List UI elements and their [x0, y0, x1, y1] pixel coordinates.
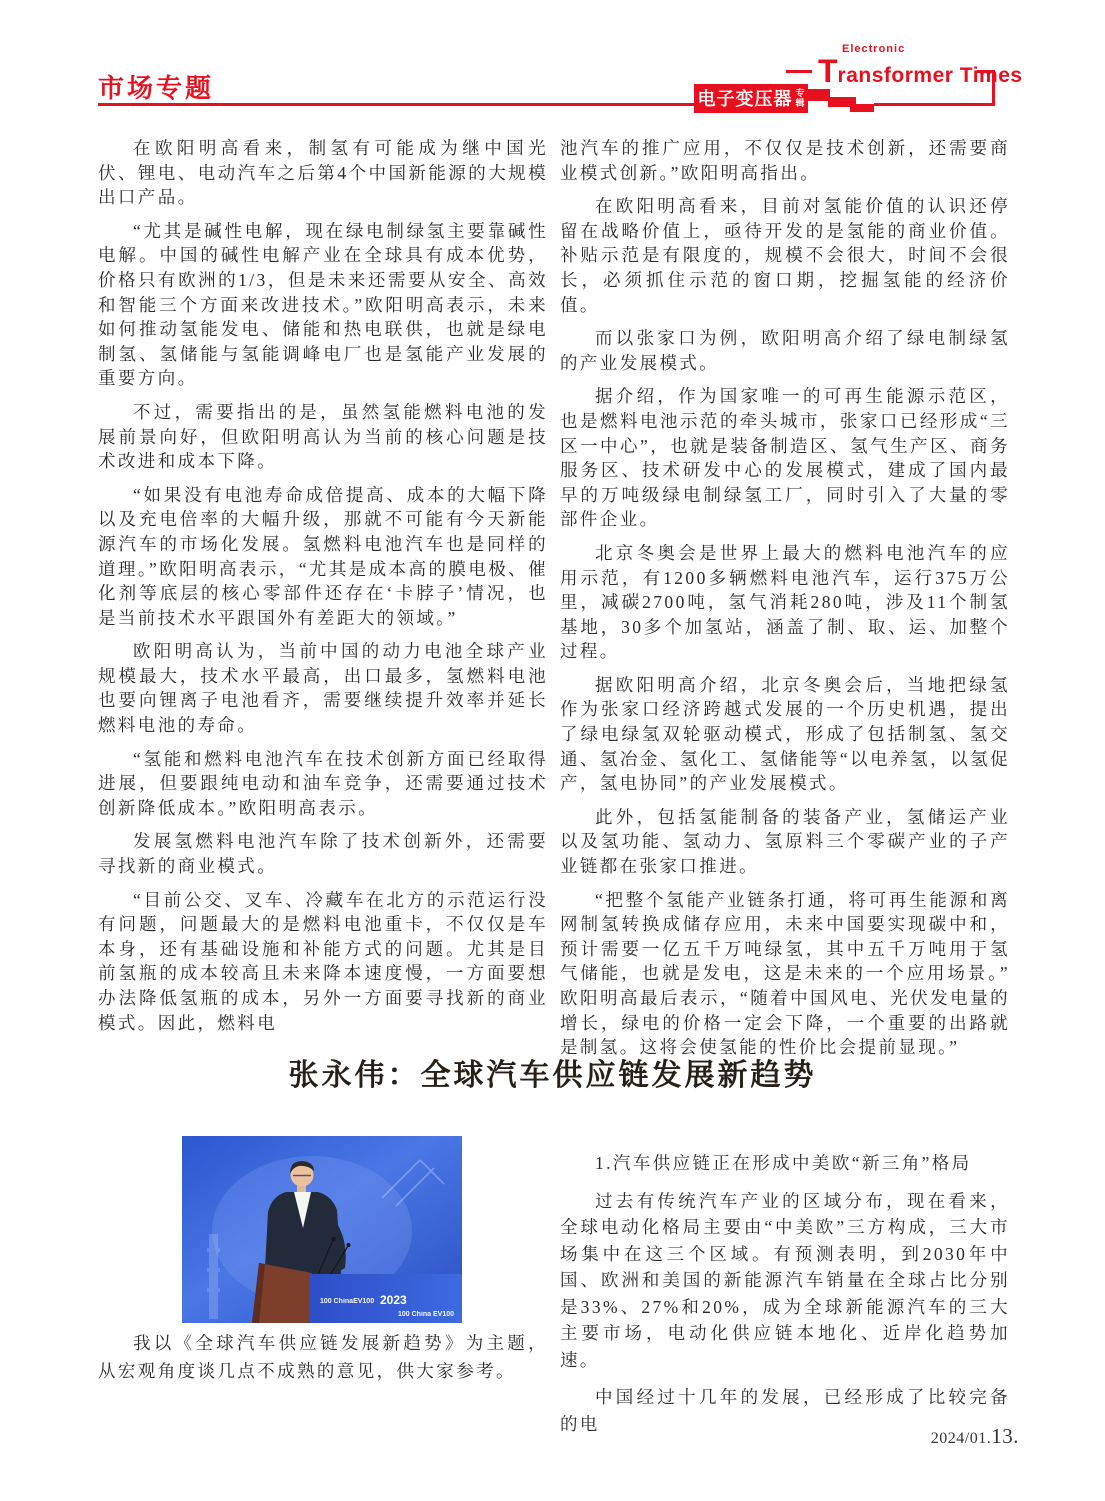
header-step-block [806, 89, 830, 101]
paragraph: 北京冬奥会是世界上最大的燃料电池汽车的应用示范，有1200多辆燃料电池汽车，运行375万公里，减碳2700吨，氢气消耗280吨，涉及11个制氢基地，30多个加氢站，涵盖了制、取、运、加整个过程。 [560, 542, 1010, 662]
masthead-top-word: Electronic [842, 43, 906, 55]
paragraph: 过去有传统汽车产业的区域分布，现在看来，全球电动化格局主要由“中美欧”三方构成，三大市场集中在这三个区域。有预测表明，到2030年中国、欧洲和美国的新能源汽车销量在全球占比分别是33%、27%和20%，成为全球新能源汽车的三大主要市场，电动化供应链本地化、近岸化趋势加速。 [560, 1190, 1010, 1370]
paragraph: 欧阳明高认为，当前中国的动力电池全球产业规模最大，技术水平最高，出口最多，氢燃料电池也要向锂离子电池看齐，需要继续提升效率并延长燃料电池的寿命。 [98, 641, 548, 736]
panel-badge-left: 100 ChinaEV100 [320, 1298, 375, 1305]
microphone-head [347, 1243, 351, 1247]
section-title: 市场专题 [98, 73, 215, 103]
paragraph: “氢能和燃料电池汽车在技术创新方面已经取得进展，但要跟纯电动和油车竞争，还需要通过技术创新降低成本。”欧阳明高表示。 [98, 748, 548, 818]
article2-right-column [560, 1150, 1010, 1448]
paragraph: 在欧阳明高看来，目前对氢能价值的认识还停留在战略价值上，亟待开发的是氢能的商业价值。补贴示范是有限度的，规模不会很大，时间不会很长，必须抓住示范的窗口期，挖掘氢能的经济价值。 [560, 196, 1010, 315]
header-step-block [850, 104, 874, 112]
masthead-title: ransformer Times [837, 64, 1023, 87]
paragraph: “尤其是碱性电解，现在绿电制绿氢主要靠碱性电解。中国的碱性电解产业在全球具有成本优势，价格只有欧洲的1/3，但是未来还需要从安全、高效和智能三个方面来改进技术。”欧阳明高表示，未来如何推动氢能发电、储能和热电联供，也就是绿电制氢、氢储能与氢能调峰电厂也是氢能产业发展的重要方向。 [98, 220, 548, 389]
paragraph: 据欧阳明高介绍，北京冬奥会后，当地把绿氢作为张家口经济跨越式发展的一个历史机遇，提出了绿电绿氢双轮驱动模式，形成了包括制氢、氢交通、氢冶金、氢化工、氢储能等“以电养氢，以氢促产，氢电协同”的产业发展模式。 [560, 674, 1010, 794]
paragraph: 而以张家口为例，欧阳明高介绍了绿电制绿氢的产业发展模式。 [560, 328, 1010, 373]
masthead-dash-left [786, 70, 812, 73]
article1-right-column [560, 136, 1010, 1069]
header-rule-left [98, 103, 695, 106]
special-issue-badge [694, 84, 808, 113]
speaker-photo [182, 1136, 462, 1323]
masthead-initial: T [818, 53, 838, 89]
article2-headline: 张永伟：全球汽车供应链发展新趋势 [288, 1059, 817, 1092]
panel-badge-right: 100 China EV100 [398, 1311, 455, 1318]
microphone-head [332, 1237, 336, 1241]
paragraph: “如果没有电池寿命成倍提高、成本的大幅下降以及充电倍率的大幅升级，那就不可能有今天新能源汽车的市场化发展。氢燃料电池汽车也是同样的道理。”欧阳明高表示，“尤其是成本高的膜电极、催化剂等底层的核心零部件还存在‘卡脖子’情况，也是当前技术水平跟国外有差距大的领域。” [98, 484, 548, 628]
paragraph: 在欧阳明高看来，制氢有可能成为继中国光伏、锂电、电动汽车之后第4个中国新能源的大规模出口产品。 [98, 138, 548, 208]
folio-issue: 2024/01. [930, 1430, 992, 1447]
article1-left-column [98, 136, 548, 1044]
header-rule-right [874, 103, 995, 106]
paragraph: “把整个氢能产业链条打通，将可再生能源和离网制氢转换成储存应用，未来中国要实现碳中和，预计需要一亿五千万吨绿氢，其中五千万吨用于氢气储能，也就是发电，这是未来的一个应用场景。”欧阳明高最后表示，“随着中国风电、光伏发电量的增长，绿电的价格一定会下降，一个重要的出路就是制氢。这将会使氢能的性价比会提前显现。” [560, 889, 1010, 1058]
paragraph: 此外，包括氢能制备的装备产业，氢储运产业以及氢功能、氢动力、氢原料三个零碳产业的子产业链都在张家口推进。 [560, 806, 1010, 877]
paragraph: 发展氢燃料电池汽车除了技术创新外，还需要寻找新的商业模式。 [98, 831, 548, 877]
photo-caption [98, 1330, 548, 1385]
special-issue-label: 电子变压器 [697, 88, 793, 109]
paragraph: “目前公交、叉车、冷藏车在北方的示范运行没有问题，问题最大的是燃料电池重卡，不仅仅是车本身，还有基础设施和补能方式的问题。尤其是目前氢瓶的成本较高且未来降本速度慢，一方面要想办法降低氢瓶的成本，另外一方面要寻找新的商业模式。因此，燃料电 [98, 889, 548, 1033]
page-folio [931, 1424, 1019, 1449]
paragraph: 中国经过十几年的发展，已经形成了比较完备的电 [560, 1387, 1010, 1434]
panel-badge-year: 2023 [380, 1293, 407, 1307]
caption-text: 我以《全球汽车供应链发展新趋势》为主题，从宏观角度谈几点不成熟的意见，供大家参考。 [98, 1333, 548, 1381]
special-issue-sub-label: 专辑 [795, 88, 805, 108]
subheading: 1.汽车供应链正在形成中美欧“新三角”格局 [595, 1153, 972, 1173]
paragraph: 据介绍，作为国家唯一的可再生能源示范区，也是燃料电池示范的牵头城市，张家口已经形成“三区一中心”，也就是装备制造区、氢气生产区、商务服务区、技术研发中心的发展模式，建成了国内最早的万吨级绿电制绿氢工厂，同时引入了大量的零部件企业。 [560, 386, 1010, 530]
folio-page-number: 13. [991, 1424, 1019, 1448]
paragraph: 池汽车的推广应用，不仅仅是技术创新，还需要商业模式创新。”欧阳明高指出。 [560, 138, 1010, 183]
paragraph: 不过，需要指出的是，虽然氢能燃料电池的发展前景向好，但欧阳明高认为当前的核心问题是技术改进和成本下降。 [98, 401, 548, 472]
masthead-logo [818, 44, 1023, 87]
